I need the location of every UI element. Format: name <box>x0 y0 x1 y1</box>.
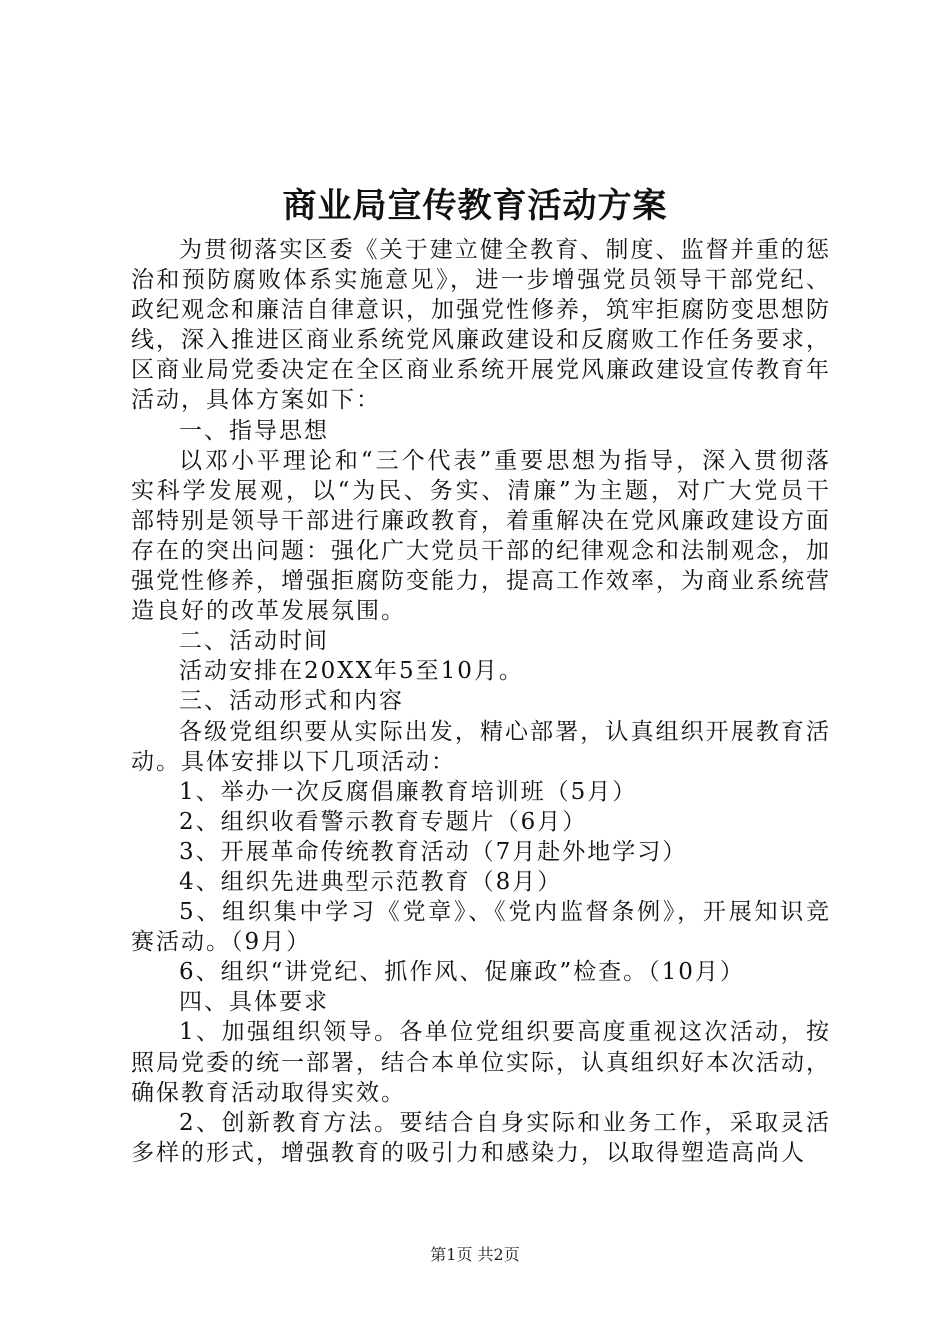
section-heading-guiding-ideology: 一、指导思想 <box>179 417 329 444</box>
section-heading-activity-content: 三、活动形式和内容 <box>179 688 404 715</box>
section-heading-requirements: 四、具体要求 <box>179 989 329 1016</box>
list-item-requirement-1: 1、加强组织领导。各单位党组织要高度重视这次活动，按照局党委的统一部署，结合本单位实际，认真组织好本次活动，确保教育活动取得实效。 <box>131 1019 831 1106</box>
page-number-footer: 第1页 共2页 <box>430 1245 520 1264</box>
list-item-activity-4: 4、组织先进典型示范教育（8月） <box>179 868 563 895</box>
paragraph-intro: 为贯彻落实区委《关于建立健全教育、制度、监督并重的惩治和预防腐败体系实施意见》，进一步增强党员领导干部党纪、政纪观念和廉洁自律意识，加强党性修养，筑牢拒腐防变思想防线，深入推进区商业系统党风廉政建设和反腐败工作任务要求，区商业局党委决定在全区商业系统开展党风廉政建设宣传教育年活动，具体方案如下： <box>131 237 831 414</box>
paragraph-activity-time: 活动安排在20XX年5至10月。 <box>179 658 524 685</box>
list-item-activity-1: 1、举办一次反腐倡廉教育培训班（5月） <box>179 778 638 805</box>
paragraph-guiding-ideology: 以邓小平理论和“三个代表”重要思想为指导，深入贯彻落实科学发展观，以“为民、务实、清廉”为主题，对广大党员干部特别是领导干部进行廉政教育，着重解决在党风廉政建设方面存在的突出问题：强化广大党员干部的纪律观念和法制观念，加强党性修养，增强拒腐防变能力，提高工作效率，为商业系统营造良好的改革发展氛围。 <box>131 447 831 625</box>
paragraph-activity-content: 各级党组织要从实际出发，精心部署，认真组织开展教育活动。具体安排以下几项活动： <box>131 718 831 775</box>
list-item-activity-3: 3、开展革命传统教育活动（7月赴外地学习） <box>179 838 688 865</box>
list-item-activity-2: 2、组织收看警示教育专题片（6月） <box>179 808 588 835</box>
list-item-activity-6: 6、组织“讲党纪、抓作风、促廉政”检查。（10月） <box>179 959 745 986</box>
section-heading-activity-time: 二、活动时间 <box>179 628 329 655</box>
list-item-requirement-2: 2、创新教育方法。要结合自身实际和业务工作，采取灵活多样的形式，增强教育的吸引力和感染力，以取得塑造高尚人 <box>131 1109 831 1166</box>
list-item-activity-5: 5、组织集中学习《党章》、《党内监督条例》，开展知识竞赛活动。（9月） <box>131 899 831 956</box>
document-body <box>131 235 831 1168</box>
document-title: 商业局宣传教育活动方案 <box>282 186 668 226</box>
